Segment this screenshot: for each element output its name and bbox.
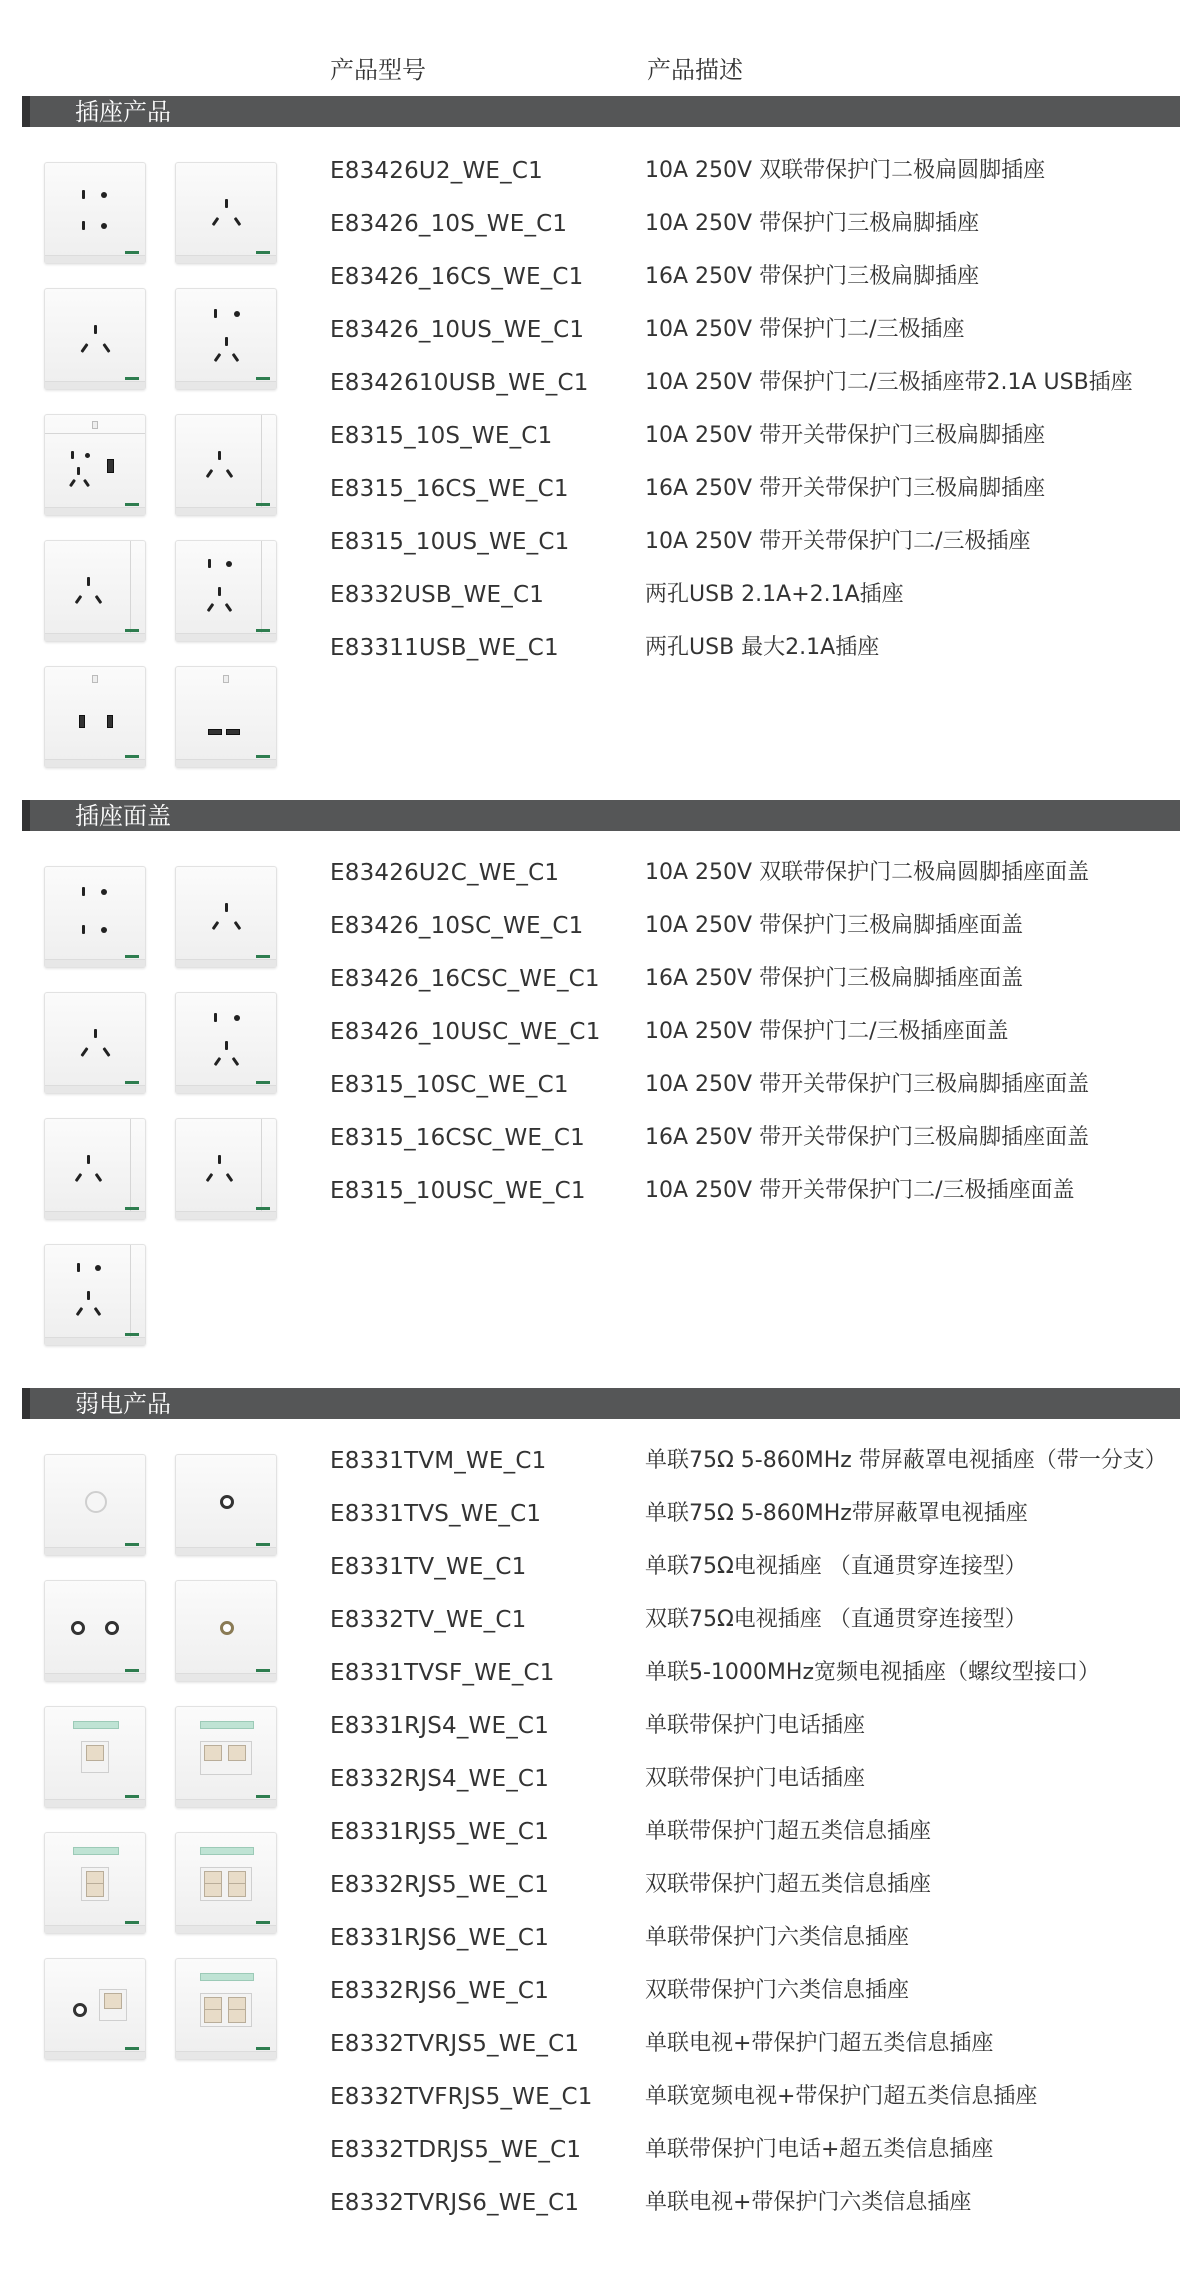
product-model: E8332TVFRJS5_WE_C1 xyxy=(330,2084,593,2110)
product-image xyxy=(44,162,146,264)
product-image xyxy=(44,1454,146,1556)
product-image xyxy=(44,1580,146,1682)
section-header-bar xyxy=(22,1388,1180,1419)
product-model: E8332RJS4_WE_C1 xyxy=(330,1766,550,1792)
product-image xyxy=(175,866,277,968)
product-image xyxy=(44,414,146,516)
product-image xyxy=(44,288,146,390)
product-description: 单联电视+带保护门六类信息插座 xyxy=(645,2190,972,2215)
product-image xyxy=(175,666,277,768)
product-image xyxy=(44,666,146,768)
product-model: E83426_10SC_WE_C1 xyxy=(330,913,584,939)
product-image xyxy=(44,1958,146,2060)
section-header-bar xyxy=(22,96,1180,127)
product-description: 16A 250V 带开关带保护门三极扁脚插座面盖 xyxy=(645,1125,1090,1150)
product-model: E8315_10S_WE_C1 xyxy=(330,423,553,449)
product-model: E8331RJS6_WE_C1 xyxy=(330,1925,550,1951)
product-description: 16A 250V 带保护门三极扁脚插座 xyxy=(645,264,980,289)
product-image xyxy=(175,1832,277,1934)
product-model: E8331TV_WE_C1 xyxy=(330,1554,527,1580)
product-model: E83426_16CSC_WE_C1 xyxy=(330,966,600,992)
product-image xyxy=(44,1118,146,1220)
product-image xyxy=(175,162,277,264)
product-model: E83426U2C_WE_C1 xyxy=(330,860,560,886)
product-description: 10A 250V 带开关带保护门三极扁脚插座 xyxy=(645,423,1046,448)
product-description: 10A 250V 带开关带保护门三极扁脚插座面盖 xyxy=(645,1072,1090,1097)
product-description: 双联75Ω电视插座 （直通贯穿连接型） xyxy=(645,1607,1027,1632)
product-model: E8332TVRJS6_WE_C1 xyxy=(330,2190,580,2216)
product-description: 10A 250V 带保护门三极扁脚插座面盖 xyxy=(645,913,1024,938)
product-description: 单联75Ω电视插座 （直通贯穿连接型） xyxy=(645,1554,1027,1579)
product-model: E8315_16CSC_WE_C1 xyxy=(330,1125,585,1151)
product-description: 16A 250V 带开关带保护门三极扁脚插座 xyxy=(645,476,1046,501)
product-description: 单联75Ω 5-860MHz带屏蔽罩电视插座 xyxy=(645,1501,1028,1526)
product-model: E8331RJS4_WE_C1 xyxy=(330,1713,550,1739)
product-image xyxy=(175,1580,277,1682)
product-description: 10A 250V 带保护门二/三极插座面盖 xyxy=(645,1019,1009,1044)
product-description: 单联带保护门超五类信息插座 xyxy=(645,1819,932,1844)
section-title: 插座面盖 xyxy=(75,802,171,830)
product-description: 两孔USB 2.1A+2.1A插座 xyxy=(645,582,904,607)
product-model: E8315_10SC_WE_C1 xyxy=(330,1072,569,1098)
product-image xyxy=(44,540,146,642)
product-description: 10A 250V 双联带保护门二极扁圆脚插座 xyxy=(645,158,1046,183)
section-socket-covers xyxy=(0,800,1200,1360)
product-image xyxy=(44,1832,146,1934)
product-description: 单联75Ω 5-860MHz 带屏蔽罩电视插座（带一分支） xyxy=(645,1448,1167,1473)
product-model: E83426_16CS_WE_C1 xyxy=(330,264,584,290)
product-model: E8331TVSF_WE_C1 xyxy=(330,1660,555,1686)
product-description: 单联电视+带保护门超五类信息插座 xyxy=(645,2031,994,2056)
product-model: E8315_10USC_WE_C1 xyxy=(330,1178,586,1204)
product-model: E8332TVRJS5_WE_C1 xyxy=(330,2031,580,2057)
product-description: 单联带保护门六类信息插座 xyxy=(645,1925,910,1950)
product-model: E83426_10USC_WE_C1 xyxy=(330,1019,601,1045)
column-header-description: 产品描述 xyxy=(647,56,743,84)
product-image xyxy=(44,866,146,968)
product-description: 单联带保护门电话+超五类信息插座 xyxy=(645,2137,994,2162)
product-model: E8332TDRJS5_WE_C1 xyxy=(330,2137,582,2163)
product-model: E8332TV_WE_C1 xyxy=(330,1607,527,1633)
product-model: E8332USB_WE_C1 xyxy=(330,582,545,608)
section-header-bar xyxy=(22,800,1180,831)
product-description: 10A 250V 带保护门二/三极插座带2.1A USB插座 xyxy=(645,370,1133,395)
product-description: 10A 250V 带保护门三极扁脚插座 xyxy=(645,211,980,236)
product-description: 单联5-1000MHz宽频电视插座（螺纹型接口） xyxy=(645,1660,1100,1685)
product-model: E83426U2_WE_C1 xyxy=(330,158,543,184)
product-image xyxy=(175,1958,277,2060)
section-title: 插座产品 xyxy=(75,98,171,126)
product-model: E8315_16CS_WE_C1 xyxy=(330,476,569,502)
product-description: 10A 250V 带开关带保护门二/三极插座面盖 xyxy=(645,1178,1075,1203)
product-model: E8331RJS5_WE_C1 xyxy=(330,1819,550,1845)
product-description: 两孔USB 最大2.1A插座 xyxy=(645,635,880,660)
product-description: 10A 250V 双联带保护门二极扁圆脚插座面盖 xyxy=(645,860,1090,885)
section-socket-products xyxy=(0,96,1200,786)
product-model: E8332RJS5_WE_C1 xyxy=(330,1872,550,1898)
product-description: 双联带保护门超五类信息插座 xyxy=(645,1872,932,1897)
section-low-voltage-products xyxy=(0,1388,1200,2282)
product-description: 10A 250V 带开关带保护门二/三极插座 xyxy=(645,529,1031,554)
product-image xyxy=(175,414,277,516)
product-description: 16A 250V 带保护门三极扁脚插座面盖 xyxy=(645,966,1024,991)
product-description: 单联带保护门电话插座 xyxy=(645,1713,866,1738)
product-image xyxy=(175,288,277,390)
product-image xyxy=(175,992,277,1094)
product-image xyxy=(175,1454,277,1556)
product-description: 10A 250V 带保护门二/三极插座 xyxy=(645,317,965,342)
product-model: E8331TVM_WE_C1 xyxy=(330,1448,547,1474)
product-image xyxy=(175,1118,277,1220)
column-header-model: 产品型号 xyxy=(330,56,426,84)
product-image xyxy=(175,540,277,642)
product-model: E8315_10US_WE_C1 xyxy=(330,529,570,555)
product-model: E83311USB_WE_C1 xyxy=(330,635,559,661)
product-image xyxy=(44,992,146,1094)
product-description: 单联宽频电视+带保护门超五类信息插座 xyxy=(645,2084,1038,2109)
product-description: 双联带保护门六类信息插座 xyxy=(645,1978,910,2003)
product-image xyxy=(44,1706,146,1808)
product-model: E8342610USB_WE_C1 xyxy=(330,370,589,396)
product-model: E8332RJS6_WE_C1 xyxy=(330,1978,550,2004)
section-title: 弱电产品 xyxy=(75,1390,171,1418)
product-model: E83426_10US_WE_C1 xyxy=(330,317,585,343)
product-model: E83426_10S_WE_C1 xyxy=(330,211,568,237)
product-image xyxy=(44,1244,146,1346)
product-model: E8331TVS_WE_C1 xyxy=(330,1501,542,1527)
product-image xyxy=(175,1706,277,1808)
product-description: 双联带保护门电话插座 xyxy=(645,1766,866,1791)
